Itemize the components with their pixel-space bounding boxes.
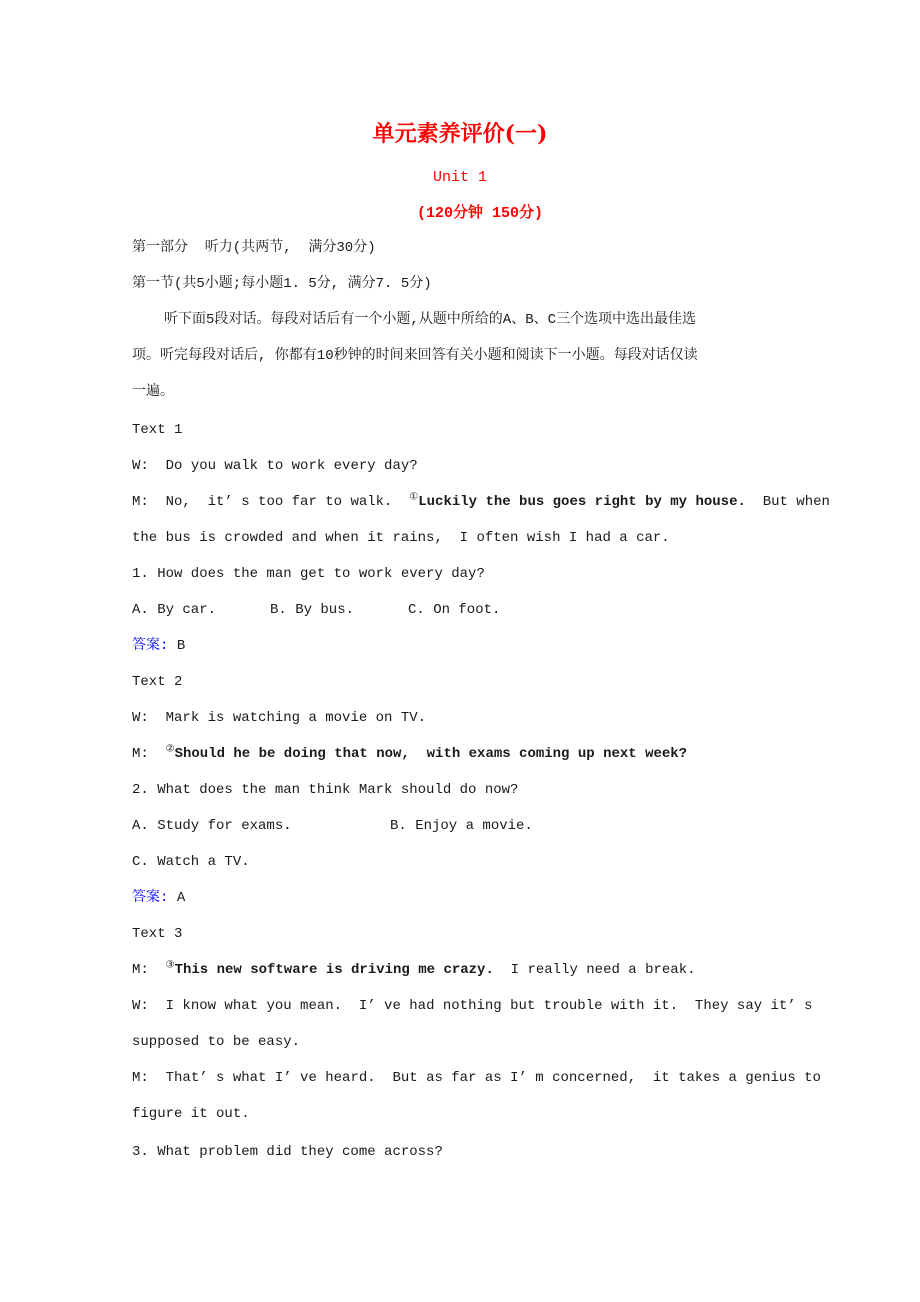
dialogue-text: That’ s what I’ ve heard. But as far as I’ m concerned, it takes a genius to [165,1070,821,1086]
dialogue-continuation: supposed to be easy. [132,1034,301,1050]
speaker-label: W: [132,998,149,1014]
options-row [132,814,792,838]
dialogue-line [132,994,813,1018]
circled-number-1: ① [409,492,419,504]
answer-value: B [176,638,186,654]
answer-row [132,886,792,910]
speaker-label: M: [132,494,149,510]
dialogue-line [132,454,792,478]
options-row [132,598,792,622]
dialogue-text: I know what you mean. I’ ve had nothing but trouble with it. They say it’ s [165,998,813,1014]
dialogue-continuation: the bus is crowded and when it rains, I often wish I had a car. [132,530,670,546]
dialogue-line [132,958,792,982]
answer-row [132,634,792,658]
question-3: 3. What problem did they come across? [132,1144,443,1160]
speaker-label: W: [132,458,149,474]
answer-label: 答案: [132,890,169,906]
instructions-line-2: 项。听完每段对话后, 你都有10秒钟的时间来回答有关小题和阅读下一小题。每段对话仅读 [132,348,698,364]
key-sentence: This new software is driving me crazy. [174,962,494,978]
section-heading: 第一节(共5小题;每小题1. 5分, 满分7. 5分) [132,276,432,292]
time-score-label: (120分钟 150分) [416,205,543,222]
dialogue-line [132,742,792,766]
dialogue-text: Mark is watching a movie on TV. [165,710,427,726]
key-sentence: Should he be doing that now, with exams coming up next week? [174,746,688,762]
dialogue-text: I really need a break. [493,962,696,978]
circled-number-2: ② [165,744,175,756]
dialogue-text: Do you walk to work every day? [165,458,418,474]
text-1-label: Text 1 [132,422,183,438]
part-heading: 第一部分 听力(共两节, 满分30分) [132,240,376,256]
answer-value: A [176,890,186,906]
dialogue-line [132,1066,821,1090]
answer-label: 答案: [132,638,169,654]
question-1: 1. How does the man get to work every day? [132,566,485,582]
speaker-label: W: [132,710,149,726]
speaker-label: M: [132,962,149,978]
instructions-line-3: 一遍。 [132,384,174,400]
dialogue-continuation: figure it out. [132,1106,250,1122]
text-3-label: Text 3 [132,926,183,942]
unit-label: Unit 1 [432,169,487,186]
question-2: 2. What does the man think Mark should do now? [132,782,519,798]
option-b: B. By bus. [270,602,355,618]
instructions-line-1: 听下面5段对话。每段对话后有一个小题,从题中所给的A、B、C三个选项中选出最佳选 [164,312,697,328]
dialogue-line [132,706,792,730]
option-a: A. By car. [132,602,217,618]
text-2-label: Text 2 [132,674,183,690]
key-sentence: Luckily the bus goes right by my house. [418,494,746,510]
option-b: B. Enjoy a movie. [390,818,533,834]
option-a: A. Study for exams. [132,818,292,834]
speaker-label: M: [132,746,149,762]
speaker-label: M: [132,1070,149,1086]
circled-number-3: ③ [165,960,175,972]
dialogue-text: But when [745,494,830,510]
option-c: C. Watch a TV. [132,854,250,870]
page-title: 单元素养评价(一) [372,121,548,147]
dialogue-line [132,490,830,514]
dialogue-text: No, it’ s too far to walk. [165,494,410,510]
option-c: C. On foot. [408,602,501,618]
